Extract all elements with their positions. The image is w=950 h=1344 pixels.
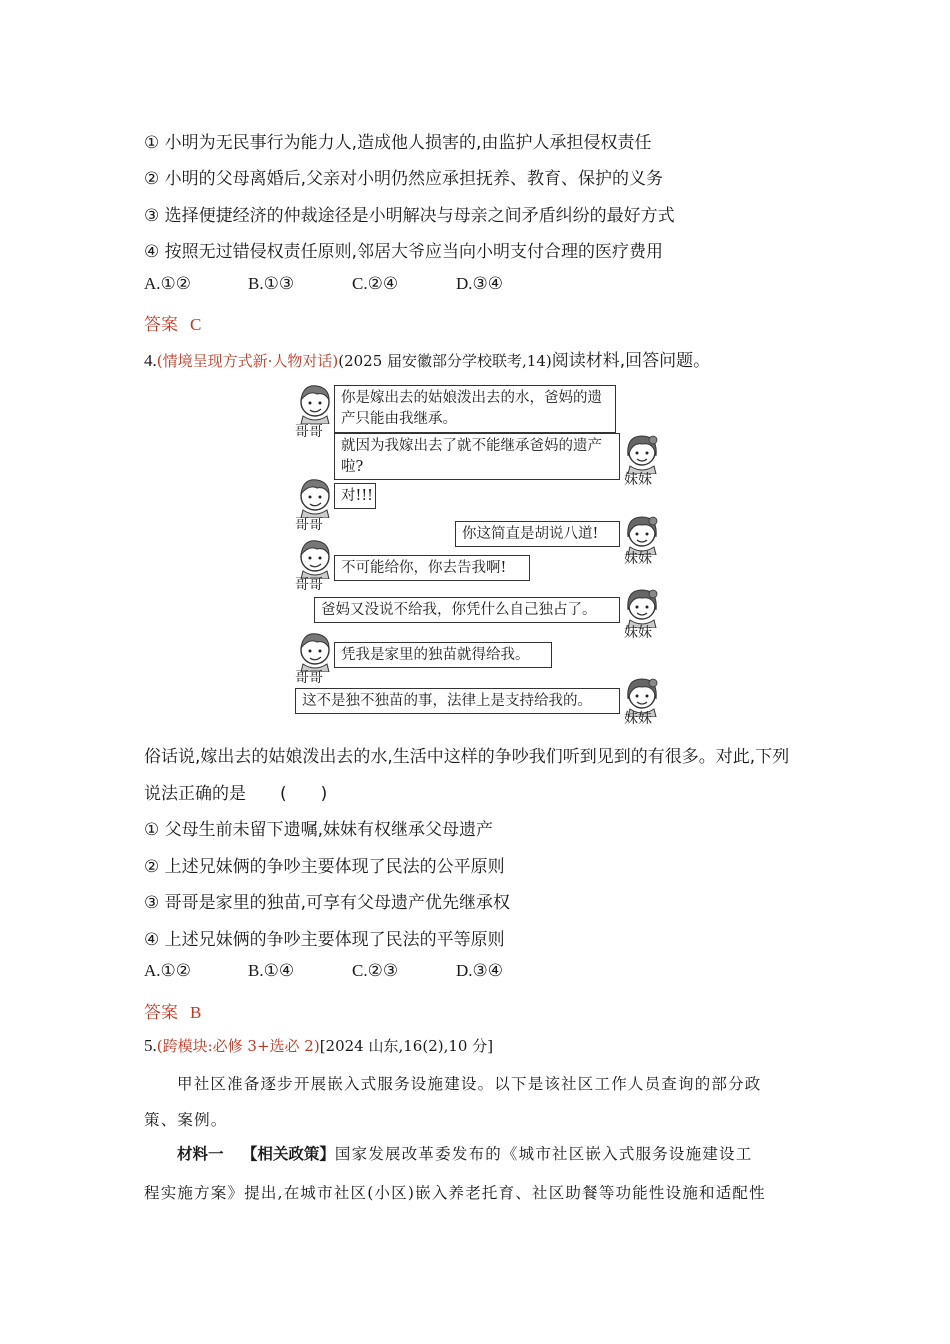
q4-option-d[interactable]: D.③④ xyxy=(456,961,504,980)
q4-option-c[interactable]: C.②③ xyxy=(352,961,399,980)
q5-intro-line1: 甲社区准备逐步开展嵌入式服务设施建设。以下是该社区工作人员查询的部分政 xyxy=(177,1075,762,1093)
material-text-1: 国家发展改革委发布的《城市社区嵌入式服务设施建设工 xyxy=(334,1145,753,1163)
q3-option-c[interactable]: C.②④ xyxy=(352,274,399,293)
q4-item-3: ③ 哥哥是家里的独苗,可享有父母遗产优先继承权 xyxy=(144,893,511,913)
q4-answer-label: 答案 xyxy=(144,1003,178,1023)
q4-header xyxy=(144,346,710,371)
speech-bubble: 爸妈又没说不给我，你凭什么自己独占了。 xyxy=(314,597,620,623)
q4-option-a[interactable]: A.①② xyxy=(144,961,192,980)
brother-avatar-icon xyxy=(295,628,335,672)
q4-answer-value: B xyxy=(190,1003,202,1022)
speaker-label: 哥哥 xyxy=(295,517,323,533)
speaker-label: 妹妹 xyxy=(624,472,652,488)
dialogue-comic xyxy=(290,378,670,728)
q3-option-d[interactable]: D.③④ xyxy=(456,274,504,293)
brother-avatar-icon xyxy=(295,535,335,579)
speaker-label: 妹妹 xyxy=(624,625,652,641)
speech-bubble: 你这简直是胡说八道! xyxy=(455,521,620,547)
q5-intro-line2: 策、案例。 xyxy=(144,1111,228,1129)
q5-source: [2024 山东,16(2),10 分] xyxy=(319,1037,494,1055)
q3-option-b[interactable]: B.①③ xyxy=(248,274,295,293)
q3-item-1: ① 小明为无民事行为能力人,造成他人损害的,由监护人承担侵权责任 xyxy=(144,133,652,153)
q5-number: 5. xyxy=(144,1036,157,1055)
q4-item-1: ① 父母生前未留下遗嘱,妹妹有权继承父母遗产 xyxy=(144,820,494,840)
q3-answer xyxy=(144,310,201,335)
speaker-label: 哥哥 xyxy=(295,577,323,593)
q5-material-line2: 程实施方案》提出,在城市社区(小区)嵌入养老托育、社区助餐等功能性设施和适配性 xyxy=(144,1184,766,1202)
speech-bubble: 对!!! xyxy=(334,483,376,509)
speaker-label: 哥哥 xyxy=(295,670,323,686)
q4-stem-line1: 俗话说,嫁出去的姑娘泼出去的水,生活中这样的争吵我们听到见到的有很多。对此,下列 xyxy=(144,747,790,767)
q5-header xyxy=(144,1035,493,1056)
speech-bubble: 不可能给你，你去告我啊! xyxy=(334,555,530,581)
q3-answer-value: C xyxy=(190,315,202,334)
speaker-label: 哥哥 xyxy=(295,424,323,440)
q4-stem-line2: 说法正确的是 ( ) xyxy=(144,784,328,804)
material-label: 材料一 xyxy=(177,1145,224,1163)
q4-item-2: ② 上述兄妹俩的争吵主要体现了民法的公平原则 xyxy=(144,857,505,877)
speaker-label: 妹妹 xyxy=(624,711,652,727)
q3-item-3: ③ 选择便捷经济的仲裁途径是小明解决与母亲之间矛盾纠纷的最好方式 xyxy=(144,206,675,226)
q3-answer-label: 答案 xyxy=(144,315,178,335)
brother-avatar-icon xyxy=(295,380,335,424)
q4-option-b[interactable]: B.①④ xyxy=(248,961,295,980)
q4-item-4: ④ 上述兄妹俩的争吵主要体现了民法的平等原则 xyxy=(144,930,505,950)
speech-bubble: 就因为我嫁出去了就不能继承爸妈的遗产啦? xyxy=(334,433,620,480)
speech-bubble: 你是嫁出去的姑娘泼出去的水，爸妈的遗产只能由我继承。 xyxy=(334,385,616,433)
q3-option-a[interactable]: A.①② xyxy=(144,274,192,293)
q3-item-2: ② 小明的父母离婚后,父亲对小明仍然应承担抚养、教育、保护的义务 xyxy=(144,169,664,189)
q5-material-line1 xyxy=(177,1142,752,1164)
speech-bubble: 这不是独不独苗的事，法律上是支持给我的。 xyxy=(295,688,620,714)
q4-number: 4. xyxy=(144,351,157,370)
brother-avatar-icon xyxy=(295,474,335,518)
q4-tag: (情境呈现方式新·人物对话) xyxy=(156,352,339,370)
q5-tag: (跨模块:必修 3+选必 2) xyxy=(156,1037,320,1055)
material-tag: 【相关政策】 xyxy=(241,1145,335,1163)
speech-bubble: 凭我是家里的独苗就得给我。 xyxy=(334,642,552,668)
q4-prompt: 阅读材料,回答问题。 xyxy=(551,351,711,371)
speaker-label: 妹妹 xyxy=(624,551,652,567)
q4-source: (2025 届安徽部分学校联考,14) xyxy=(338,352,552,370)
q4-answer xyxy=(144,998,201,1023)
sister-avatar-icon xyxy=(622,430,662,474)
q3-item-4: ④ 按照无过错侵权责任原则,邻居大爷应当向小明支付合理的医疗费用 xyxy=(144,242,664,262)
